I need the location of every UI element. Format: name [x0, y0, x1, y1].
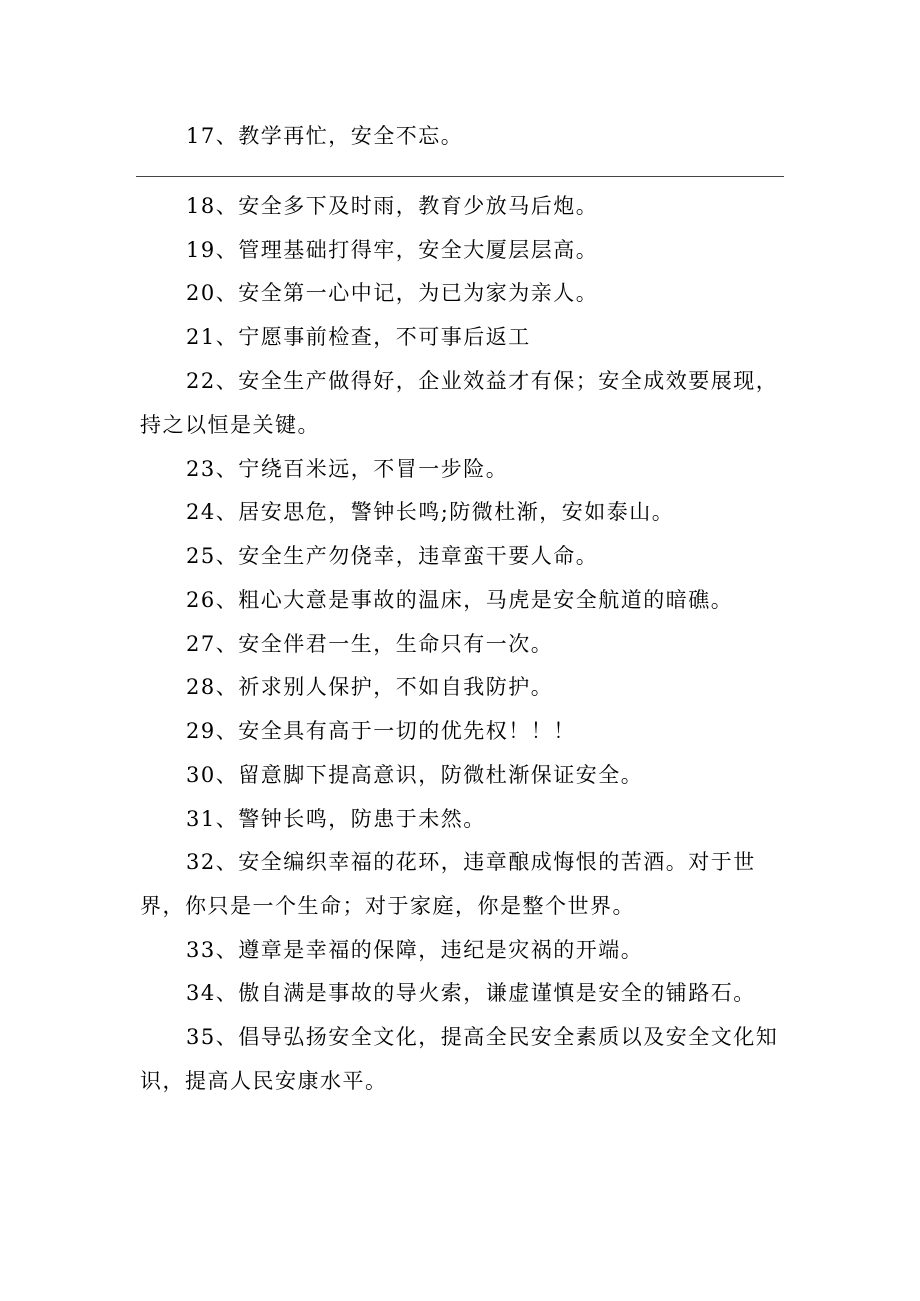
slogan-25: 25、安全生产勿侥幸，违章蛮干要人命。: [186, 544, 599, 568]
slogan-33: 33、遵章是幸福的保障，违纪是灾祸的开端。: [186, 938, 644, 962]
slogan-26: 26、粗心大意是事故的温床，马虎是安全航道的暗礁。: [186, 588, 734, 612]
slogan-23: 23、宁绕百米远，不冒一步险。: [186, 457, 509, 481]
slogan-30: 30、留意脚下提高意识，防微杜渐保证安全。: [186, 763, 644, 787]
slogan-34: 34、傲自满是事故的导火索，谦虚谨慎是安全的铺路石。: [186, 981, 756, 1005]
slogan-29: 29、安全具有高于一切的优先权！！！: [186, 719, 576, 743]
slogan-18: 18、安全多下及时雨，教育少放马后炮。: [186, 194, 599, 218]
slogan-20: 20、安全第一心中记，为已为家为亲人。: [186, 281, 599, 305]
slogan-31: 31、警钟长鸣，防患于未然。: [186, 807, 486, 831]
slogan-19: 19、管理基础打得牢，安全大厦层层高。: [186, 238, 599, 262]
slogan-22: 22、安全生产做得好，企业效益才有保；安全成效要展现，持之以恒是关键。: [140, 369, 779, 437]
slogan-28: 28、祈求别人保护，不如自我防护。: [186, 675, 554, 699]
page-divider: [136, 176, 784, 177]
slogan-21: 21、宁愿事前检查，不可事后返工: [186, 325, 531, 349]
slogan-17: 17、教学再忙，安全不忘。: [186, 124, 464, 148]
slogan-32: 32、安全编织幸福的花环，违章酿成悔恨的苦酒。对于世界，你只是一个生命；对于家庭，你是整个世界。: [140, 850, 756, 918]
slogan-27: 27、安全伴君一生，生命只有一次。: [186, 632, 554, 656]
slogan-35: 35、倡导弘扬安全文化，提高全民安全素质以及安全文化知识，提高人民安康水平。: [140, 1025, 779, 1093]
slogan-24: 24、居安思危，警钟长鸣;防微杜渐，安如泰山。: [186, 500, 675, 524]
